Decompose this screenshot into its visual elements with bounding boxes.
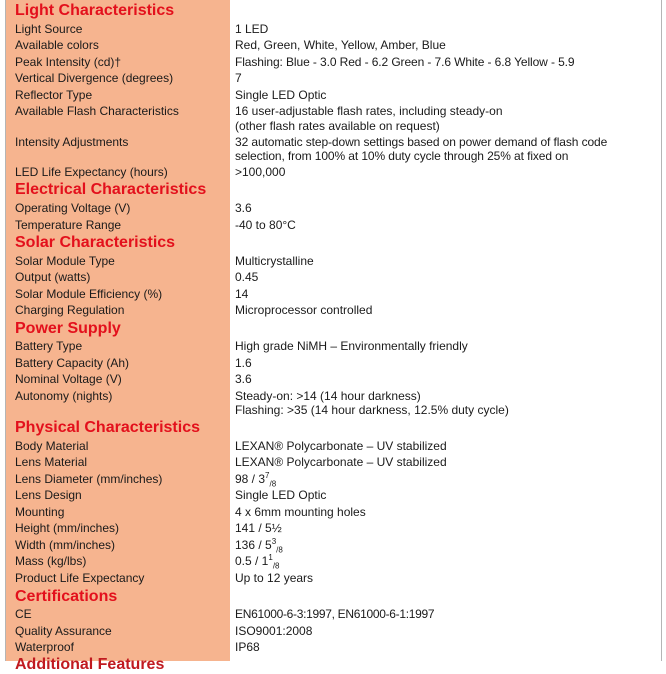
spec-value-main: 98 / 3	[235, 472, 266, 486]
spec-label: Battery Capacity (Ah)	[15, 356, 130, 370]
spec-value: 7	[235, 71, 242, 85]
spec-value: Single LED Optic	[235, 88, 327, 102]
section-heading-solar: Solar Characteristics	[15, 234, 176, 251]
spec-value: LEXAN® Polycarbonate – UV stabilized	[235, 455, 447, 469]
spec-value: Up to 12 years	[235, 571, 314, 585]
spec-label: Available Flash Characteristics	[15, 104, 179, 118]
spec-label: Nominal Voltage (V)	[15, 372, 122, 386]
spec-label: Mass (kg/lbs)	[15, 554, 87, 568]
spec-value	[235, 538, 655, 553]
spec-value-main: 136 / 5	[235, 538, 272, 552]
spec-label: Height (mm/inches)	[15, 521, 120, 535]
spec-value	[235, 472, 655, 487]
spec-sheet	[5, 0, 662, 673]
spec-label: Mounting	[15, 505, 65, 519]
spec-value: 1.6	[235, 356, 252, 370]
spec-value-continued: selection, from 100% at 10% duty cycle through 25% at fixed on	[235, 149, 569, 163]
spec-label: Charging Regulation	[15, 303, 125, 317]
spec-label: Operating Voltage (V)	[15, 201, 131, 215]
spec-value: High grade NiMH – Environmentally friendly	[235, 339, 468, 353]
fraction-denominator: /8	[272, 561, 280, 571]
spec-label: Reflector Type	[15, 88, 93, 102]
section-heading-physical: Physical Characteristics	[15, 419, 200, 436]
spec-value	[235, 554, 655, 569]
spec-label: Light Source	[15, 22, 83, 36]
fraction-denominator: /8	[269, 479, 277, 489]
section-heading-power: Power Supply	[15, 320, 121, 337]
spec-value: 3.6	[235, 201, 252, 215]
spec-value: 1 LED	[235, 22, 269, 36]
spec-label: Temperature Range	[15, 218, 122, 232]
section-heading-light: Light Characteristics	[15, 2, 175, 19]
spec-value-main: 0.5 / 1	[235, 554, 269, 568]
spec-label: Solar Module Type	[15, 254, 115, 268]
spec-label: Lens Design	[15, 488, 82, 502]
section-heading-electrical: Electrical Characteristics	[15, 181, 207, 198]
spec-value: 32 automatic step-down settings based on power demand of flash code	[235, 135, 608, 149]
fraction-denominator: /8	[276, 545, 283, 555]
fraction-numerator: 7	[265, 471, 270, 480]
spec-value: Steady-on: >14 (14 hour darkness)	[235, 389, 421, 403]
spec-value: 16 user-adjustable flash rates, including steady-on	[235, 104, 503, 118]
spec-value: 141 / 5½	[235, 521, 282, 535]
spec-label: Width (mm/inches)	[15, 538, 116, 552]
spec-label: LED Life Expectancy (hours)	[15, 165, 168, 179]
spec-value: Red, Green, White, Yellow, Amber, Blue	[235, 38, 446, 52]
spec-label: Peak Intensity (cd)†	[15, 55, 122, 69]
section-heading-certifications: Certifications	[15, 588, 118, 605]
spec-value: Multicrystalline	[235, 254, 314, 268]
spec-value-continued: (other flash rates available on request)	[235, 119, 440, 133]
spec-label: Product Life Expectancy	[15, 571, 145, 585]
spec-value: -40 to 80°C	[235, 218, 296, 232]
spec-value: EN61000-6-3:1997, EN61000-6-1:1997	[235, 607, 435, 621]
section-heading-additional: Additional Features	[15, 656, 165, 673]
spec-label: Lens Material	[15, 455, 88, 469]
spec-label: Vertical Divergence (degrees)	[15, 71, 174, 85]
spec-value: 14	[235, 287, 249, 301]
spec-label: CE	[15, 607, 32, 621]
spec-value: 3.6	[235, 372, 252, 386]
spec-value: LEXAN® Polycarbonate – UV stabilized	[235, 439, 447, 453]
spec-value: ISO9001:2008	[235, 624, 313, 638]
spec-label: Quality Assurance	[15, 624, 112, 638]
spec-value-continued: Flashing: >35 (14 hour darkness, 12.5% duty cycle)	[235, 403, 509, 417]
spec-value: Microprocessor controlled	[235, 303, 373, 317]
spec-label: Output (watts)	[15, 270, 91, 284]
spec-label: Available colors	[15, 38, 99, 52]
fraction-numerator: 3	[271, 537, 277, 546]
spec-label: Body Material	[15, 439, 89, 453]
spec-label: Autonomy (nights)	[15, 389, 113, 403]
spec-value: 0.45	[235, 270, 259, 284]
spec-value: Single LED Optic	[235, 488, 327, 502]
fraction-numerator: 1	[268, 553, 273, 562]
spec-value: IP68	[235, 640, 260, 654]
spec-label: Intensity Adjustments	[15, 135, 129, 149]
spec-value: >100,000	[235, 165, 286, 179]
spec-value: 4 x 6mm mounting holes	[235, 505, 366, 519]
spec-value: Flashing: Blue - 3.0 Red - 6.2 Green - 7.6 White - 6.8 Yellow - 5.9	[235, 55, 575, 69]
spec-label: Solar Module Efficiency (%)	[15, 287, 163, 301]
spec-label: Lens Diameter (mm/inches)	[15, 472, 163, 486]
spec-label: Waterproof	[15, 640, 74, 654]
spec-label: Battery Type	[15, 339, 83, 353]
